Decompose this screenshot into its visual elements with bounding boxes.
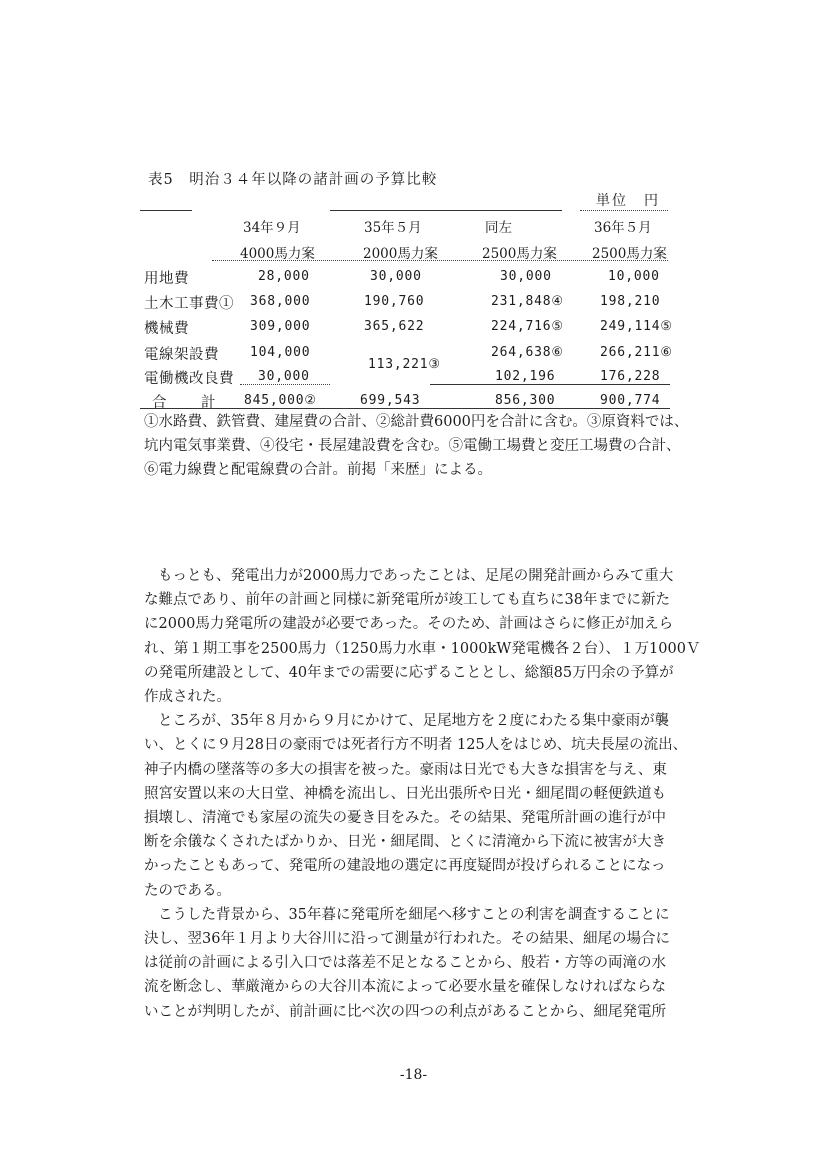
body-text [144,564,704,1024]
table-cell: 309,000 [250,319,311,334]
table-top-rule-mid [330,210,562,211]
body-line: かったこともあって、発電所の建設地の選定に再度疑問が投げられることになっ [144,858,666,875]
table-cell: 368,000 [250,294,311,309]
col-header-plan-2: 2000馬力案 [363,246,438,262]
unit-label: 単位 円 [596,193,660,209]
table-cell: 10,000 [608,269,660,284]
table-cell: 249,114⑤ [600,319,673,334]
body-line: 損壊し、清滝でも家屋の流失の憂き目をみた。その結果、発電所計画の進行が中 [144,810,666,827]
body-line: 神子内橋の墜落等の多大の損害を被った。豪雨は日光でも大きな損害を与え、東 [144,761,667,778]
col-header-plan-3: 2500馬力案 [482,246,557,262]
body-line: いことが判明したが、前計画に比べ次の四つの利点があることから、細尾発電所 [144,1003,666,1020]
body-line: 照宮安置以来の大日堂、神橋を流出し、日光出張所や日光・細尾間の軽便鉄道も [144,785,666,802]
col-header-date-2: 35年５月 [364,220,422,236]
note-line: 坑内電気事業費、④役宅・長屋建設費を含む。⑤電働工場費と変圧工場費の合計、 [144,438,681,454]
table-notes [144,410,704,482]
body-line: な難点であり、前年の計画と同様に新発電所が竣工しても直ちに38年までに新た [144,592,670,609]
body-line: 断を余儀なくされたばかりか、日光・細尾間、とくに清滝から下流に被害が大き [144,834,666,851]
table-cell: 190,760 [364,294,425,309]
row-label-wiring: 電線架設費 [144,347,219,363]
body-line: ところが、35年８月から９月にかけて、足尾地方を２度にわたる集中豪雨が襲 [158,713,670,730]
table-cell: 28,000 [258,269,310,284]
col-header-date-3: 同左 [485,220,512,236]
table-top-rule-left [140,210,192,211]
table-bottom-rule [140,408,670,409]
table-cell: 266,211⑥ [600,345,673,360]
table-cell: 176,228 [600,369,661,384]
total-rule-left [240,384,330,385]
body-line: れ、第１期工事を2500馬力（1250馬力水車・1000kW発電機各２台）、１万1000Ｖ [144,640,701,657]
body-line: たのである。 [144,882,231,899]
note-line: ⑥電力線費と配電線費の合計。前掲「来歴」による。 [144,462,492,478]
table-title: 表5 明治３４年以降の諸計画の予算比較 [148,172,438,188]
body-line: 決し、翌36年１月より大谷川に沿って測量が行われた。その結果、細尾の場合に [144,931,670,948]
col-header-date-1: 34年９月 [243,220,301,236]
table-cell: 365,622 [364,319,425,334]
table-cell: 104,000 [250,345,311,360]
table-cell: 231,848④ [491,294,564,309]
body-line: に2000馬力発電所の建設が必要であった。そのため、計画はさらに修正が加えら [144,616,674,633]
body-line: の発電所建設として、40年までの需要に応ずることとし、総額85万円余の予算が [144,664,674,681]
body-line: 作成された。 [144,689,231,706]
header-bottom-rule [212,260,668,261]
row-label-land: 用地費 [144,271,189,287]
table-cell: 224,716⑤ [491,319,564,334]
body-line: もっとも、発電出力が2000馬力であったことは、足尾の開発計画からみて重大 [158,568,674,584]
table-cell: 198,210 [600,294,661,309]
table-cell: 30,000 [500,269,552,284]
row-label-total: 合 計 [152,395,226,411]
table-top-rule-right [580,210,668,211]
body-line: こうした背景から、35年暮に発電所を細尾へ移すことの利害を調査することに [158,906,670,923]
table-cell: 102,196 [495,369,556,384]
table-cell: 113,221③ [368,357,441,372]
note-line: ①水路費、鉄管費、建屋費の合計、②総計費6000円を合計に含む。③原資料では、 [144,414,689,430]
body-line: 流を断念し、華厳滝からの大谷川本流によって必要水量を確保しなければならな [144,979,666,996]
table-cell: 264,638⑥ [491,345,564,360]
table-cell-total: 856,300 [495,393,556,408]
page-number: -18- [399,1067,428,1083]
row-label-motor: 電働機改良費 [144,371,234,387]
body-line: は従前の計画による引入口では落差不足となることから、般若・方等の両滝の水 [144,955,666,972]
body-line: い、とくに９月28日の豪雨では死者行方不明者 125人をはじめ、坑夫長屋の流出、 [144,737,688,754]
table-cell-total: 699,543 [360,393,421,408]
col-header-date-4: 36年５月 [594,220,652,236]
table-cell-total: 845,000② [244,393,317,408]
table-cell: 30,000 [370,269,422,284]
total-rule-right [430,384,670,385]
col-header-plan-4: 2500馬力案 [592,246,667,262]
row-label-machinery: 機械費 [144,321,189,337]
col-header-plan-1: 4000馬力案 [240,246,315,262]
table-cell: 30,000 [258,369,310,384]
row-label-civil: 土木工事費① [144,296,234,312]
table-cell-total: 900,774 [600,393,661,408]
